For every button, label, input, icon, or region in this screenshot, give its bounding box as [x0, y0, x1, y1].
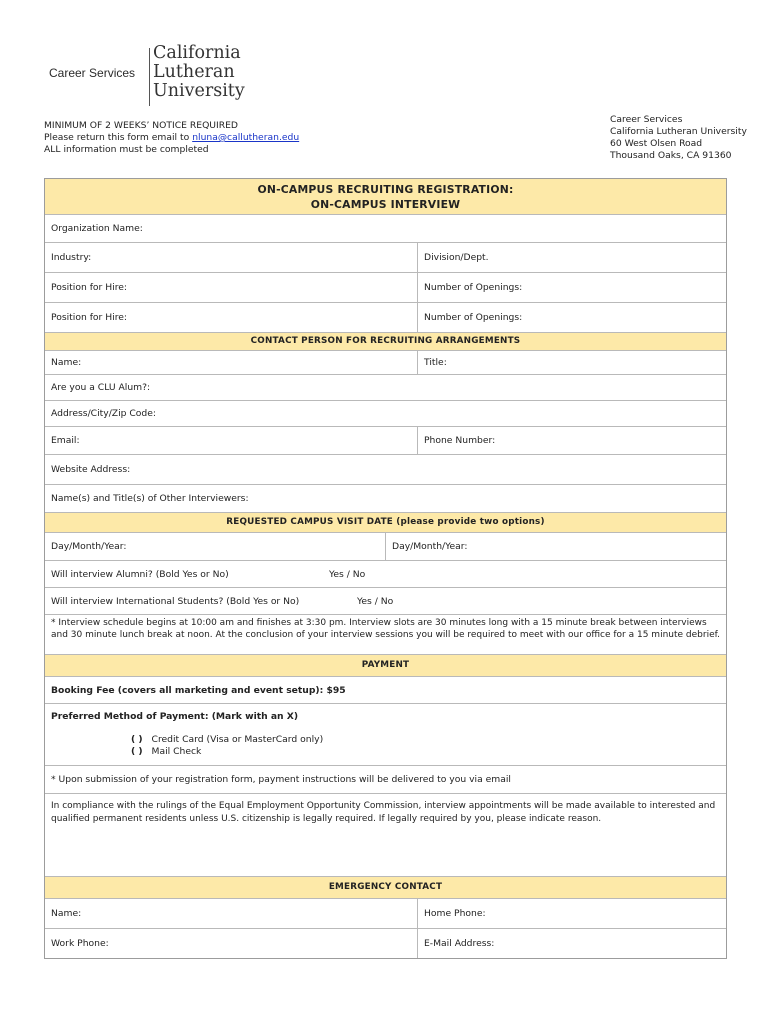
position-field-2[interactable]: Position for Hire: — [51, 312, 128, 323]
clu-logo — [47, 43, 267, 106]
booking-fee-row — [45, 677, 726, 704]
intl-yes-no[interactable]: Yes / No — [357, 595, 394, 607]
logo-wordmark: California Lutheran University — [153, 43, 245, 101]
position-row-1 — [45, 273, 726, 303]
emergency-name-field[interactable]: Name: — [51, 908, 82, 919]
emergency-work-phone-field[interactable]: Work Phone: — [51, 938, 109, 949]
emergency-email-field[interactable]: E-Mail Address: — [417, 929, 726, 958]
openings-field-1[interactable]: Number of Openings: — [417, 273, 726, 302]
eeo-statement[interactable]: In compliance with the rulings of the Equal Employment Opportunity Commission, interview appointments will be made available to interested and qualified permanent residents unless U.S. citizenship is legally required. If legally required by you, please indicate reason. — [45, 794, 726, 877]
mail-check-checkbox[interactable]: ( ) — [131, 746, 143, 757]
notice-block — [44, 120, 299, 156]
logo-career-services: Career Services — [49, 66, 136, 80]
emergency-header: EMERGENCY CONTACT — [45, 877, 726, 899]
alumni-yes-no[interactable]: Yes / No — [329, 568, 366, 580]
industry-field[interactable]: Industry: — [51, 252, 92, 263]
emergency-row-2 — [45, 929, 726, 959]
contact-name-row — [45, 351, 726, 375]
intl-question: Will interview International Students? (Bold Yes or No) — [51, 595, 300, 607]
office-address: Career Services California Lutheran University 60 West Olsen Road Thousand Oaks, CA 91360 — [610, 114, 747, 161]
payment-header: PAYMENT — [45, 655, 726, 677]
industry-row — [45, 243, 726, 273]
option-credit-card[interactable]: ( ) Credit Card (Visa or MasterCard only) — [131, 734, 324, 745]
notice-all-info: ALL information must be completed — [44, 144, 209, 155]
org-name-field[interactable]: Organization Name: — [45, 215, 726, 243]
intl-row — [45, 588, 726, 615]
emergency-row-1 — [45, 899, 726, 929]
notice-return: Please return this form email to nluna@callutheran.edu — [44, 132, 300, 143]
option-mail-check[interactable]: ( ) Mail Check — [131, 746, 202, 757]
division-field[interactable]: Division/Dept. — [417, 243, 726, 272]
contact-header: CONTACT PERSON FOR RECRUITING ARRANGEMENTS — [45, 333, 726, 351]
email-link[interactable]: nluna@callutheran.edu — [192, 132, 300, 143]
form-title: ON-CAMPUS RECRUITING REGISTRATION: ON-CAMPUS INTERVIEW — [45, 179, 726, 215]
visit-date-2[interactable]: Day/Month/Year: — [385, 533, 726, 560]
emergency-home-phone-field[interactable]: Home Phone: — [417, 899, 726, 928]
email-row — [45, 427, 726, 455]
website-field[interactable]: Website Address: — [45, 455, 726, 485]
registration-form — [44, 178, 727, 959]
notice-min-weeks: MINIMUM OF 2 WEEKS’ NOTICE REQUIRED — [44, 120, 238, 131]
clu-alum-field[interactable]: Are you a CLU Alum?: — [45, 375, 726, 401]
position-field-1[interactable]: Position for Hire: — [51, 282, 128, 293]
visit-date-header: REQUESTED CAMPUS VISIT DATE (please provide two options) — [45, 513, 726, 533]
payment-method-label: Preferred Method of Payment: (Mark with an X) — [51, 711, 299, 722]
alumni-row — [45, 561, 726, 588]
address-field[interactable]: Address/City/Zip Code: — [45, 401, 726, 427]
visit-date-row — [45, 533, 726, 561]
visit-date-1[interactable]: Day/Month/Year: — [51, 541, 127, 552]
logo-divider — [149, 48, 150, 106]
payment-options — [131, 734, 323, 758]
other-interviewers-field[interactable]: Name(s) and Title(s) of Other Interviewers: — [45, 485, 726, 513]
payment-note: * Upon submission of your registration form, payment instructions will be delivered to you via email — [51, 774, 511, 785]
credit-card-checkbox[interactable]: ( ) — [131, 734, 143, 745]
payment-method-row — [45, 704, 726, 766]
position-row-2 — [45, 303, 726, 333]
contact-phone-field[interactable]: Phone Number: — [417, 427, 726, 454]
booking-fee: Booking Fee (covers all marketing and event setup): $95 — [51, 684, 346, 696]
contact-name-field[interactable]: Name: — [51, 357, 82, 368]
contact-email-field[interactable]: Email: — [51, 435, 80, 446]
payment-note-row — [45, 766, 726, 794]
contact-title-field[interactable]: Title: — [417, 351, 726, 374]
schedule-note: * Interview schedule begins at 10:00 am and finishes at 3:30 pm. Interview slots are 30 minutes long with a 15 minute break between interviews and 30 minute lunch break at noon. At the conclusion of your interview sessions you will be required to meet with our office for a 15 minute debrief. — [45, 615, 726, 655]
openings-field-2[interactable]: Number of Openings: — [417, 303, 726, 332]
alumni-question: Will interview Alumni? (Bold Yes or No) — [51, 568, 229, 580]
